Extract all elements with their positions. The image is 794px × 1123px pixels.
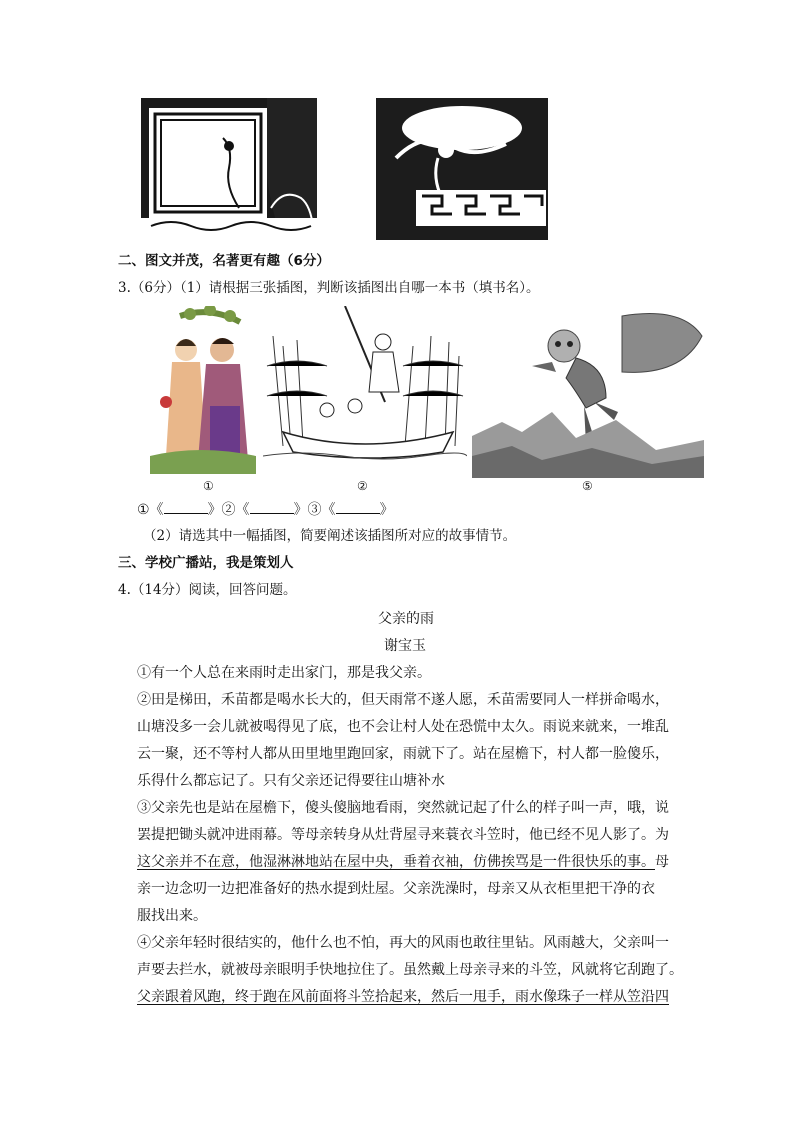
illustration-window-frame: [141, 98, 317, 238]
article-line-9: 亲一边念叨一边把准备好的热水提到灶屋。父亲洗澡时，母亲又从衣柜里把干净的衣: [137, 881, 655, 897]
caption-1: ①: [203, 479, 214, 493]
question-4-prompt: 4.（14分）阅读，回答问题。: [118, 582, 297, 598]
underlined-sentence-1: 这父亲并不在意，他湿淋淋地站在屋中央，垂着衣袖，仿佛挨骂是一件很快乐的事。: [137, 854, 655, 870]
answer-blank-2[interactable]: [250, 501, 294, 514]
caption-2: ②: [357, 479, 368, 493]
illustration-balcony: [376, 98, 548, 240]
article-line-8: [137, 849, 677, 876]
article-line-12: 声要去拦水，就被母亲眼明手快地拉住了。虽然戴上母亲寻来的斗笠，风就将它刮跑了。: [137, 962, 683, 978]
article-line-10: 服找出来。: [137, 908, 207, 924]
answer-label-2: 》②《: [207, 502, 250, 518]
article-line-4: 云一聚，还不等村人都从田里地里跑回家，雨就下了。站在屋檐下，村人都一脸傻乐，: [137, 746, 669, 762]
illustration-3-monkey-king: [472, 306, 704, 478]
article-line-7: 罢提把锄头就冲进雨幕。等母亲转身从灶背屋寻来蓑衣斗笠时，他已经不见人影了。为: [137, 827, 669, 843]
answer-line: [137, 501, 394, 517]
answer-label-1: ①《: [137, 502, 164, 518]
article-line-6: ③父亲先也是站在屋檐下，傻头傻脑地看雨，突然就记起了什么的样子叫一声，哦，说: [137, 800, 669, 816]
question-3-prompt: 3.（6分）（1）请根据三张插图，判断该插图出自哪一本书（填书名）。: [118, 280, 540, 296]
article-line-2: ②田是梯田，禾苗都是喝水长大的，但天雨常不遂人愿，禾苗需要同人一样拼命喝水，: [137, 692, 669, 708]
article-line-3: 山塘没多一会儿就被喝得见了底，也不会让村人处在恐慌中太久。雨说来就来，一堆乱: [137, 719, 669, 735]
answer-blank-3[interactable]: [336, 501, 380, 514]
article-line-11: ④父亲年轻时很结实的，他什么也不怕，再大的风雨也敢往里钻。风雨越大，父亲叫一: [137, 935, 669, 951]
underlined-sentence-2: 父亲跟着风跑，终于跑在风前面将斗笠拾起来，然后一甩手，雨水像珠子一样从笠沿四: [137, 989, 669, 1005]
question-3-part-2: （2）请选其中一幅插图，简要阐述该插图所对应的故事情节。: [143, 528, 517, 544]
article-line-8-tail: 母: [655, 854, 669, 870]
illustration-1-couple: [150, 306, 256, 474]
caption-3: ⑤: [582, 479, 593, 493]
illustration-2-boat: [263, 306, 467, 474]
section-2-heading: 二、图文并茂，名著更有趣（6分）: [118, 253, 330, 269]
answer-blank-1[interactable]: [164, 501, 208, 514]
answer-label-4: 》: [379, 502, 394, 518]
article-title: 父亲的雨: [378, 611, 434, 627]
answer-label-3: 》③《: [293, 502, 336, 518]
article-author: 谢宝玉: [384, 638, 426, 654]
section-3-heading: 三、学校广播站，我是策划人: [118, 555, 294, 571]
article-line-5: 乐得什么都忘记了。只有父亲还记得要往山塘补水: [137, 773, 445, 789]
article-line-1: ①有一个人总在来雨时走出家门，那是我父亲。: [137, 665, 431, 681]
